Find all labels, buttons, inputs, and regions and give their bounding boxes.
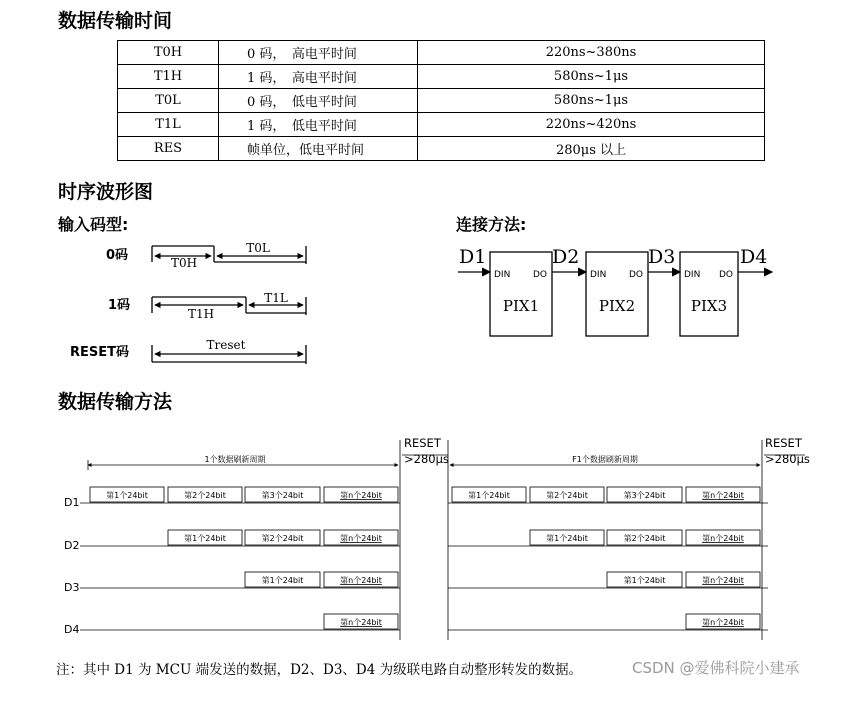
timing-description: 帧单位，低电平时间 [219,137,418,161]
pix3-do: DO [719,270,734,280]
timing-description: 0 码， 低电平时间 [219,89,418,113]
packet-label: 第n个24bit [702,491,744,500]
cycle-1-label: 1个数据刷新周期 [204,455,266,464]
packet-label: 第1个24bit [546,534,588,543]
packet-label: 第2个24bit [261,534,304,543]
pix2-din: DIN [590,270,607,280]
reset-time-1: >280μs [404,452,449,466]
packet-label: 第2个24bit [184,491,226,500]
timing-value: 220ns~380ns [418,41,765,65]
pix1-do: DO [533,270,548,280]
watermark: CSDN @爱佛科院小建承 [632,659,800,677]
signal-d4: D4 [740,246,768,268]
timing-code: T0L [118,89,219,113]
packet-label: 第n个24bit [340,618,382,627]
pix2-do: DO [629,270,644,280]
packet-label: 第n个24bit [702,618,744,627]
packet-label: 第1个24bit [468,491,510,500]
section-title-transfer-time: 数据传输时间 [58,10,173,32]
timing-value: 280μs 以上 [418,137,765,161]
packet-label: 第n个24bit [340,576,382,585]
signal-d2: D2 [552,246,580,268]
t0h-label: T0H [170,256,198,270]
code-1-label: 1码 [108,298,131,313]
footnote: 注：其中 D1 为 MCU 端发送的数据，D2、D3、D4 为级联电路自动整形转发的数据。 [56,662,583,678]
line-label-d2: D2 [64,539,80,552]
connection-diagram [458,252,772,336]
packet-label: 第1个24bit [623,576,666,585]
reset-time-2: >280μs [765,452,810,466]
timing-value: 580ns~1μs [418,65,765,89]
packet-label: 第2个24bit [623,534,666,543]
section-title-transfer-method: 数据传输方法 [58,391,173,413]
line-label-d4: D4 [64,623,80,636]
line-label-d3: D3 [64,581,80,594]
input-code-heading: 输入码型: [58,215,129,234]
packet-label: 第1个24bit [184,534,226,543]
line-label-d1: D1 [64,496,80,509]
packet-label: 第1个24bit [106,491,148,500]
connection-heading: 连接方法: [456,215,527,234]
section-title-waveform: 时序波形图 [58,181,154,203]
reset-label-2: RESET [765,436,802,450]
treset-label: Treset [206,338,246,352]
pix2-label: PIX2 [598,297,636,315]
t1l-label: T1L [264,291,288,305]
timing-value: 580ns~1μs [418,89,765,113]
packet-label: 第3个24bit [261,491,304,500]
packet-label: 第n个24bit [702,576,744,585]
signal-d3: D3 [648,246,676,268]
code-reset-label: RESET码 [70,345,130,360]
timing-description: 1 码， 低电平时间 [219,113,418,137]
packet-label: 第n个24bit [702,534,744,543]
pix1-label: PIX1 [502,297,540,315]
packet-label: 第1个24bit [261,576,304,585]
packet-group [90,487,760,629]
timing-code: T0H [118,41,219,65]
code-0-label: 0码 [106,248,129,263]
timing-description: 0 码， 高电平时间 [219,41,418,65]
packet-label: 第3个24bit [623,491,666,500]
code-labels [70,248,130,360]
reset-label-1: RESET [404,436,441,450]
timing-code: RES [118,137,219,161]
t0l-label: T0L [246,241,270,255]
pix3-din: DIN [684,270,701,280]
pix1-din: DIN [494,270,511,280]
packet-label: 第n个24bit [340,534,382,543]
pix3-label: PIX3 [690,297,728,315]
timing-code: T1H [118,65,219,89]
packet-label: 第n个24bit [340,491,382,500]
timing-value: 220ns~420ns [418,113,765,137]
cycle-2-label: F1个数据刷新周期 [572,455,638,464]
timing-description: 1 码， 高电平时间 [219,65,418,89]
packet-label: 第2个24bit [546,491,588,500]
signal-d1: D1 [459,246,487,268]
t1h-label: T1H [187,307,215,321]
timing-code: T1L [118,113,219,137]
